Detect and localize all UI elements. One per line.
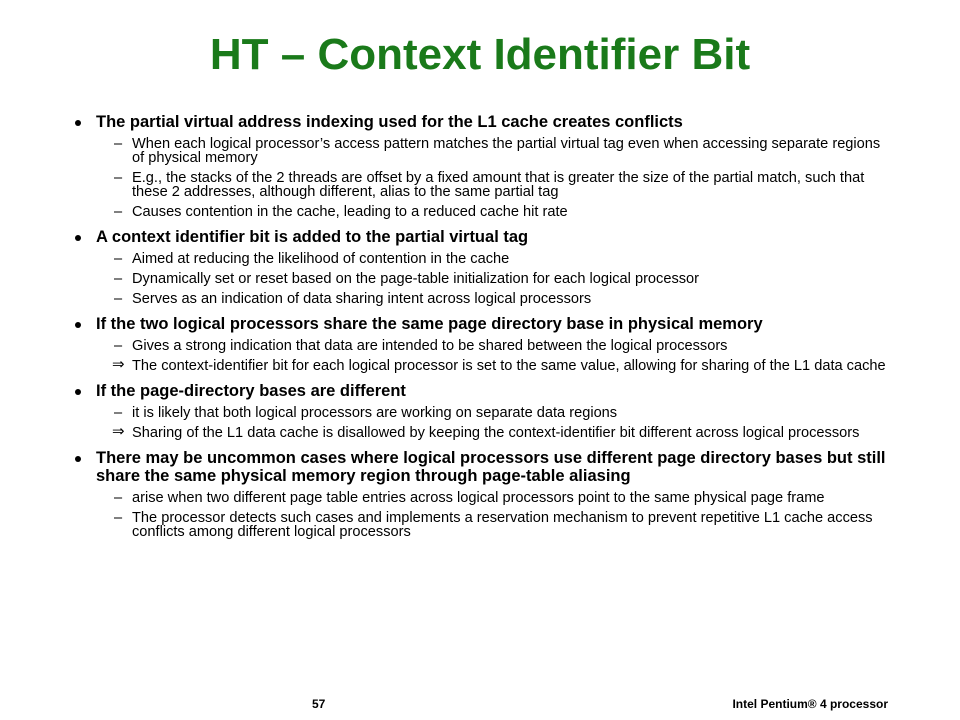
sub-bullet-item — [72, 423, 892, 441]
sub-bullet-item — [72, 356, 892, 374]
dash-marker: – — [114, 251, 123, 267]
sub-bullet-item — [72, 272, 892, 286]
implies-arrow-icon: ⇒ — [112, 356, 125, 373]
sub-bullet-item — [72, 491, 892, 505]
implies-arrow-icon: ⇒ — [112, 423, 125, 440]
slide-title: HT – Context Identifier Bit — [209, 30, 751, 79]
sub-bullet-text: Serves as an indication of data sharing intent across logical processors — [132, 291, 592, 307]
dash-marker: – — [114, 490, 123, 506]
sub-bullet-item — [72, 137, 892, 165]
page-number: 57 — [312, 697, 326, 711]
dash-marker: – — [114, 204, 123, 220]
sub-bullet-item — [72, 292, 892, 306]
sub-bullet-text: Causes contention in the cache, leading to a reduced cache hit rate — [132, 204, 568, 220]
dash-marker: – — [114, 338, 123, 354]
slide-content — [72, 113, 892, 539]
bullet-text: If the page-directory bases are different — [96, 382, 406, 400]
footer-label: Intel Pentium® 4 processor — [732, 697, 888, 711]
dash-marker: – — [114, 510, 123, 526]
dash-marker: – — [114, 291, 123, 307]
bullet-item — [72, 228, 892, 246]
sub-bullet-text: The context-identifier bit for each logical processor is set to the same value, allowing for sharing of the L1 data cache — [132, 358, 886, 374]
sub-bullet-text: Sharing of the L1 data cache is disallowed by keeping the context-identifier bit different across logical processors — [132, 425, 860, 441]
bullet-text: If the two logical processors share the same page directory base in physical memory — [96, 315, 763, 333]
bullet-text: A context identifier bit is added to the partial virtual tag — [96, 228, 529, 246]
bullet-item — [72, 449, 892, 485]
sub-bullet-text: E.g., the stacks of the 2 threads are offset by a fixed amount that is greater the size of the partial match, such that these 2 addresses, although different, alias to the same partial tag — [132, 170, 865, 200]
dash-marker: – — [114, 271, 123, 287]
bullet-dot-icon — [75, 456, 81, 462]
bullet-dot-icon — [75, 120, 81, 126]
bullet-text: There may be uncommon cases where logical processors use different page directory bases but still share the same physical memory region through page-table aliasing — [96, 449, 886, 485]
sub-bullet-text: it is likely that both logical processors are working on separate data regions — [132, 405, 618, 421]
sub-bullet-item — [72, 252, 892, 266]
sub-bullet-text: When each logical processor’s access pattern matches the partial virtual tag even when accessing separate regions of physical memory — [132, 136, 881, 166]
sub-bullet-text: Gives a strong indication that data are intended to be shared between the logical processors — [132, 338, 728, 354]
sub-bullet-item — [72, 339, 892, 353]
bullet-dot-icon — [75, 389, 81, 395]
bullet-dot-icon — [75, 235, 81, 241]
sub-bullet-text: Dynamically set or reset based on the page-table initialization for each logical processor — [132, 271, 700, 287]
sub-bullet-item — [72, 171, 892, 199]
bullet-item — [72, 315, 892, 333]
sub-bullet-text: The processor detects such cases and implements a reservation mechanism to prevent repetitive L1 cache access conflicts among different logical processors — [132, 510, 873, 540]
sub-bullet-text: arise when two different page table entries across logical processors point to the same physical page frame — [132, 490, 825, 506]
sub-bullet-item — [72, 511, 892, 539]
bullet-dot-icon — [75, 322, 81, 328]
dash-marker: – — [114, 136, 123, 152]
bullet-item — [72, 113, 892, 131]
bullet-item — [72, 382, 892, 400]
sub-bullet-item — [72, 205, 892, 219]
sub-bullet-item — [72, 406, 892, 420]
dash-marker: – — [114, 170, 123, 186]
sub-bullet-text: Aimed at reducing the likelihood of contention in the cache — [132, 251, 510, 267]
dash-marker: – — [114, 405, 123, 421]
bullet-text: The partial virtual address indexing used for the L1 cache creates conflicts — [96, 113, 683, 131]
